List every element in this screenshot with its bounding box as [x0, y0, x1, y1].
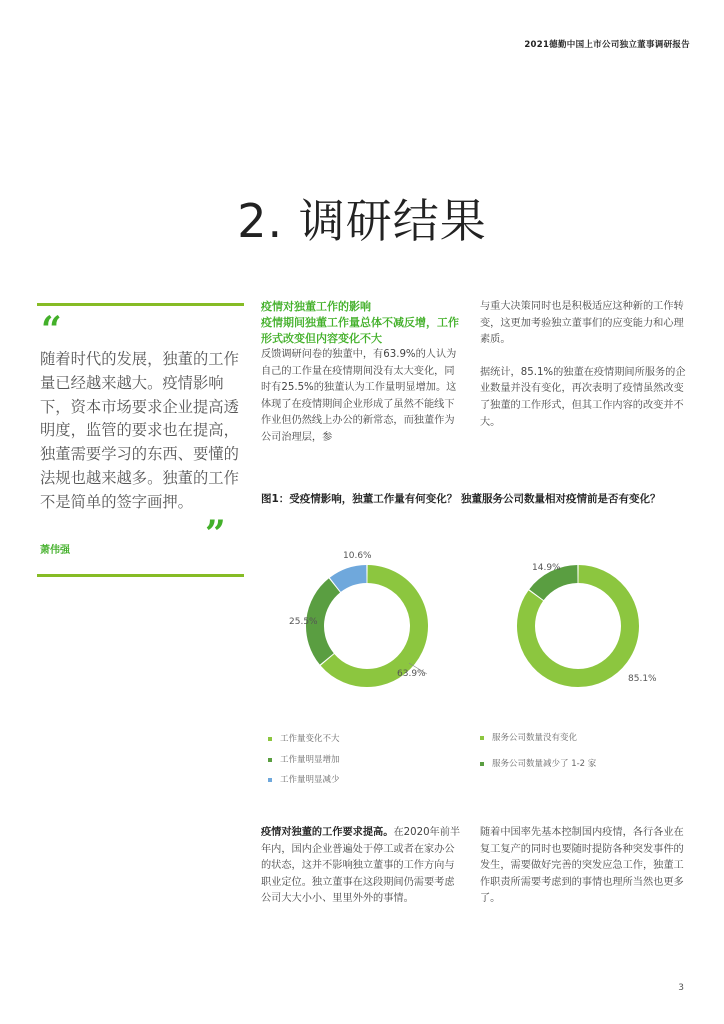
- legend-swatch: [268, 778, 272, 782]
- figure-title: 图1：受疫情影响，独董工作量有何变化？ 独董服务公司数量相对疫情前是否有变化？: [261, 493, 661, 505]
- article-body-3: 据统计，85.1%的独董在疫情期间所服务的企业数量并没有变化，再次表明了疫情虽然改变了独董的工作形式，但其工作内容的改变并不大。: [480, 366, 686, 428]
- article-subheading: 疫情期间独董工作量总体不减反增，工作形式改变但内容变化不大: [261, 316, 459, 345]
- donut-slice: [536, 574, 577, 595]
- legend-label: 工作量明显减少: [280, 775, 340, 785]
- legend-label: 工作量明显增加: [280, 755, 340, 765]
- slice-value-label: 25.5%: [289, 617, 318, 627]
- legend-item: [480, 758, 596, 770]
- legend-item: [268, 733, 340, 745]
- legend-swatch: [480, 762, 484, 766]
- slice-value-label: 85.1%: [628, 674, 657, 684]
- legend-item: [268, 754, 340, 766]
- quote-text: 随着时代的发展，独董的工作量已经越来越大。疫情影响下，资本市场要求企业提高透明度，监管的要求也在提高，独董需要学习的东西、要懂的法规也越来越多。独董的工作不是简单的签字画押。: [40, 350, 239, 511]
- slice-value-label: 63.9%: [397, 669, 426, 679]
- legend-item: [268, 774, 340, 786]
- article-heading: 疫情对独董工作的影响: [261, 300, 371, 313]
- legend-label: 服务公司数量没有变化: [492, 733, 578, 743]
- quote-author: 萧伟强: [40, 545, 70, 556]
- bottom-column-2: 随着中国率先基本控制国内疫情，各行各业在复工复产的同时也要随时提防各种突发事件的发生，需要做好完善的突发应急工作，独董工作职责所需要考虑到的事情也理所当然也更多了。: [480, 827, 684, 905]
- donut-slice: [335, 574, 366, 585]
- open-quote-icon: “: [41, 309, 62, 351]
- bottom-column-1: [261, 825, 461, 908]
- legend-swatch: [268, 737, 272, 741]
- article-column-1: [261, 299, 461, 447]
- pull-quote: [37, 303, 244, 577]
- legend-label: 服务公司数量减少了 1-2 家: [492, 759, 597, 769]
- bottom-lead-sentence: 疫情对独董的工作要求提高。: [261, 827, 394, 838]
- legend-item: [480, 732, 577, 744]
- bottom-body-1: 在2020年前半年内，国内企业普遍处于停工或者在家办公的状态，这并不影响独立董事的工作方向与职业定位。独立董事在这段期间仍需要考虑公司大大小小、里里外外的事情。: [261, 827, 461, 905]
- donut-charts: [255, 545, 695, 715]
- slice-value-label: 10.6%: [343, 551, 372, 561]
- slice-value-label: 14.9%: [532, 563, 561, 573]
- article-column-2: [480, 299, 686, 431]
- legend-swatch: [268, 758, 272, 762]
- donut-slice: [315, 585, 334, 659]
- legend-swatch: [480, 736, 484, 740]
- article-body-2: 与重大决策同时也是积极适应这种新的工作转变，这更加考验独立董事们的应变能力和心理素质。: [480, 301, 684, 346]
- legend-label: 工作量变化不大: [280, 734, 340, 744]
- report-header-title: 2021德勤中国上市公司独立董事调研报告: [524, 40, 690, 50]
- page-number: 3: [678, 983, 684, 993]
- article-body-1: 反馈调研问卷的独董中，有63.9%的人认为自己的工作量在疫情期间没有太大变化，同时有25.5%的独董认为工作量明显增加。这体现了在疫情期间企业形成了虽然不能线下作业但仍然线上办公的新常态，而独董作为公司治理层，参: [261, 349, 457, 443]
- section-title: 2. 调研结果: [237, 194, 487, 248]
- close-quote-icon: ”: [205, 513, 226, 555]
